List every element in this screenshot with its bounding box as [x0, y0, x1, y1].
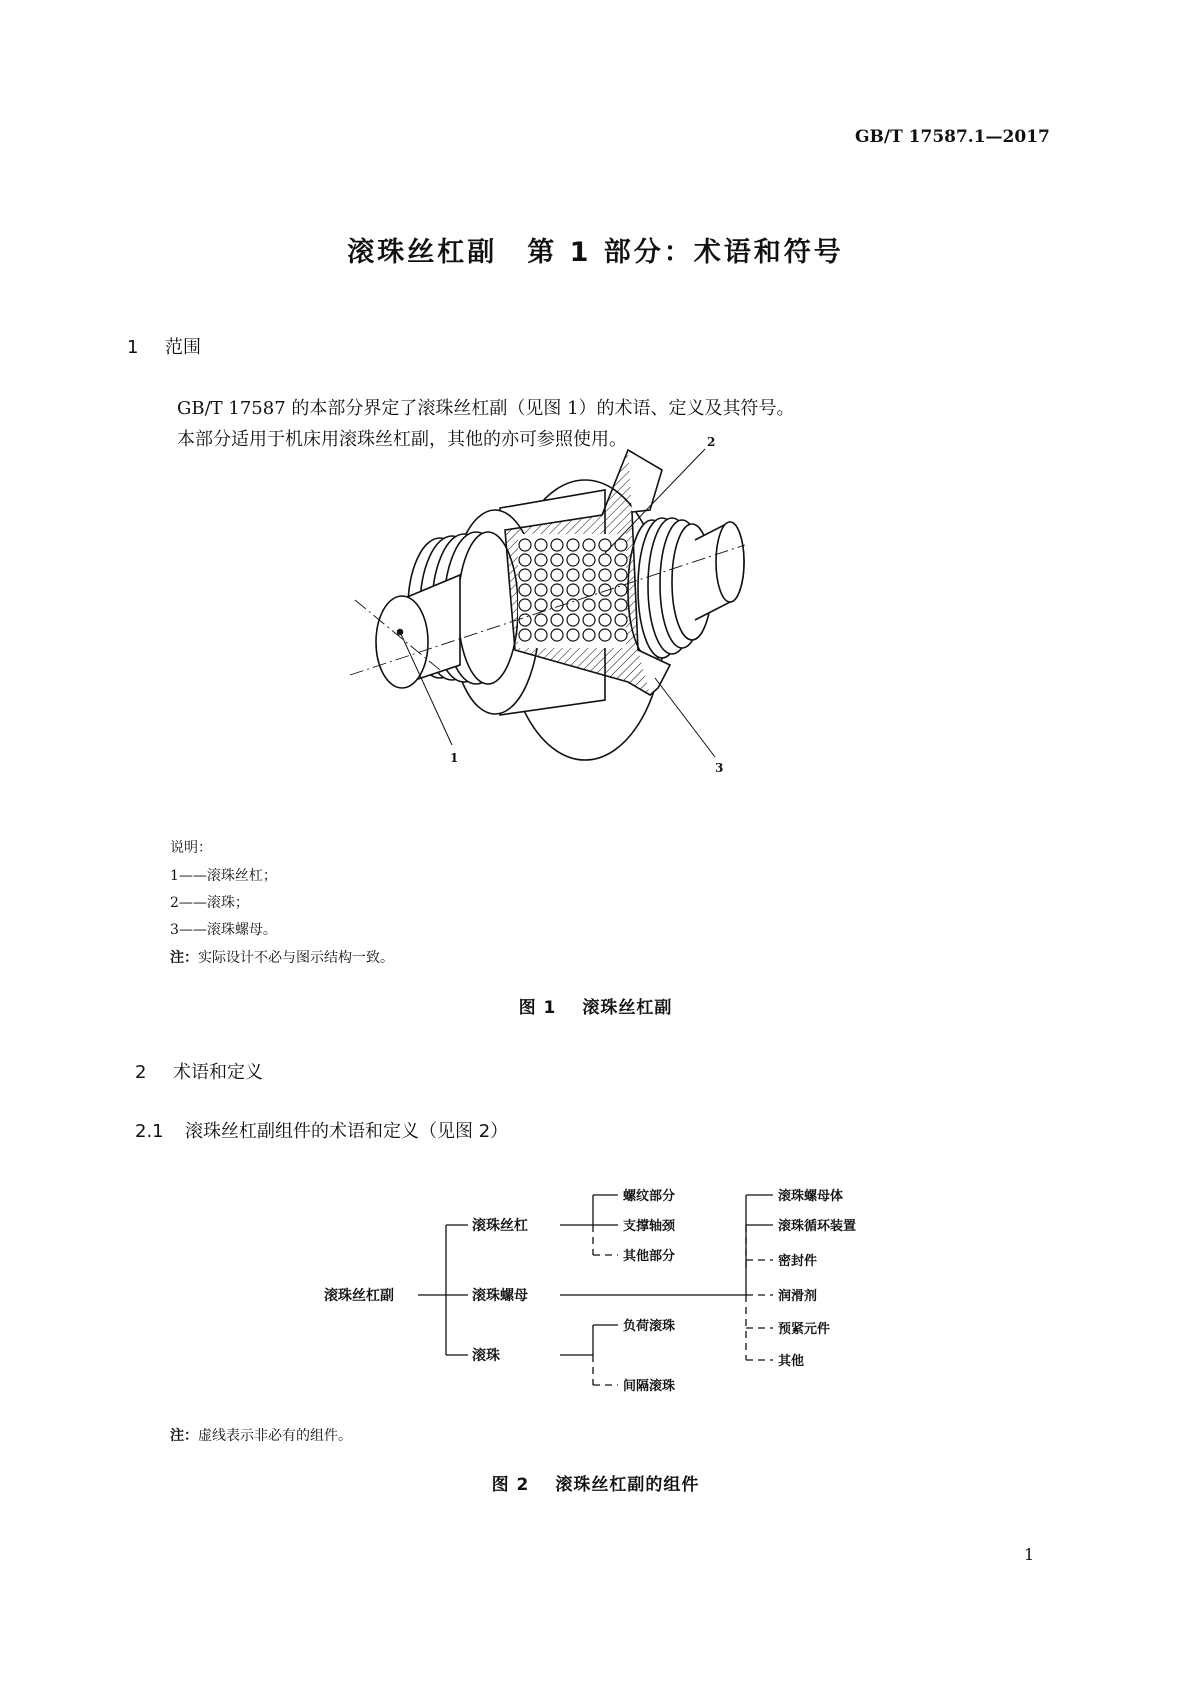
leader-3 [655, 678, 715, 757]
caption-text: 滚珠丝杠副 [582, 998, 673, 1018]
scope-paragraph-2: 本部分适用于机床用滚珠丝杠副，其他的亦可参照使用。 [177, 429, 627, 450]
legend-title: 说明： [170, 840, 212, 856]
node-nut-part: 润滑剂 [778, 1289, 818, 1304]
node-ball-part: 负荷滚珠 [623, 1319, 676, 1334]
node-balls: 滚珠 [472, 1348, 500, 1364]
callout-2: 2 [707, 435, 716, 449]
node-root: 滚珠丝杠副 [324, 1288, 394, 1304]
node-nut-part: 预紧元件 [778, 1322, 831, 1337]
section-1-heading [127, 333, 201, 359]
figure-1-caption [0, 993, 1191, 1018]
node-nut-part: 滚珠循环装置 [778, 1219, 857, 1234]
caption-number: 图 1 [518, 998, 557, 1018]
node-ball-nut: 滚珠螺母 [472, 1288, 528, 1304]
node-nut-part: 密封件 [778, 1254, 818, 1269]
section-title: 滚珠丝杠副组件的术语和定义（见图 2） [185, 1121, 509, 1142]
figure-1-note [170, 947, 394, 967]
note-label: 注： [170, 1428, 198, 1444]
node-ball-screw: 滚珠丝杠 [472, 1218, 528, 1234]
figure-2-note [170, 1425, 352, 1445]
section-title: 术语和定义 [173, 1062, 263, 1083]
note-label: 注： [170, 950, 198, 966]
ball-screw-drawing [370, 435, 800, 840]
caption-number: 图 2 [491, 1475, 530, 1495]
section-number: 1 [127, 337, 139, 358]
figure-2-caption [0, 1470, 1191, 1495]
callout-3: 3 [715, 761, 724, 775]
standard-number: GB/T 17587.1—2017 [855, 127, 1050, 147]
node-nut-part: 其他 [778, 1354, 805, 1369]
screw-end-face [376, 596, 428, 688]
legend-item: 3——滚珠螺母。 [170, 922, 277, 938]
section-2-heading [135, 1058, 263, 1084]
note-text: 虚线表示非必有的组件。 [198, 1428, 352, 1444]
callout-1: 1 [450, 751, 459, 765]
ball-rows [518, 534, 627, 648]
section-number: 2 [135, 1062, 147, 1083]
scope-paragraph-1: GB/T 17587 的本部分界定了滚珠丝杠副（见图 1）的术语、定义及其符号。 [177, 398, 795, 419]
legend-item: 1——滚珠丝杠； [170, 868, 277, 884]
node-screw-part: 支撑轴颈 [623, 1219, 676, 1234]
section-title: 范围 [165, 337, 201, 358]
node-nut-part: 滚珠螺母体 [778, 1189, 844, 1204]
component-tree-diagram [318, 1180, 878, 1395]
legend-item: 2——滚珠； [170, 895, 249, 911]
document-title: 滚珠丝杠副 第 1 部分：术语和符号 [347, 237, 844, 268]
section-2-1-heading [135, 1117, 508, 1143]
note-text: 实际设计不必与图示结构一致。 [198, 950, 394, 966]
node-screw-part: 螺纹部分 [623, 1189, 676, 1204]
node-screw-part: 其他部分 [623, 1249, 676, 1264]
page-number: 1 [1024, 1545, 1035, 1564]
caption-text: 滚珠丝杠副的组件 [555, 1475, 700, 1495]
section-number: 2.1 [135, 1121, 164, 1142]
node-ball-part: 间隔滚珠 [623, 1379, 676, 1394]
